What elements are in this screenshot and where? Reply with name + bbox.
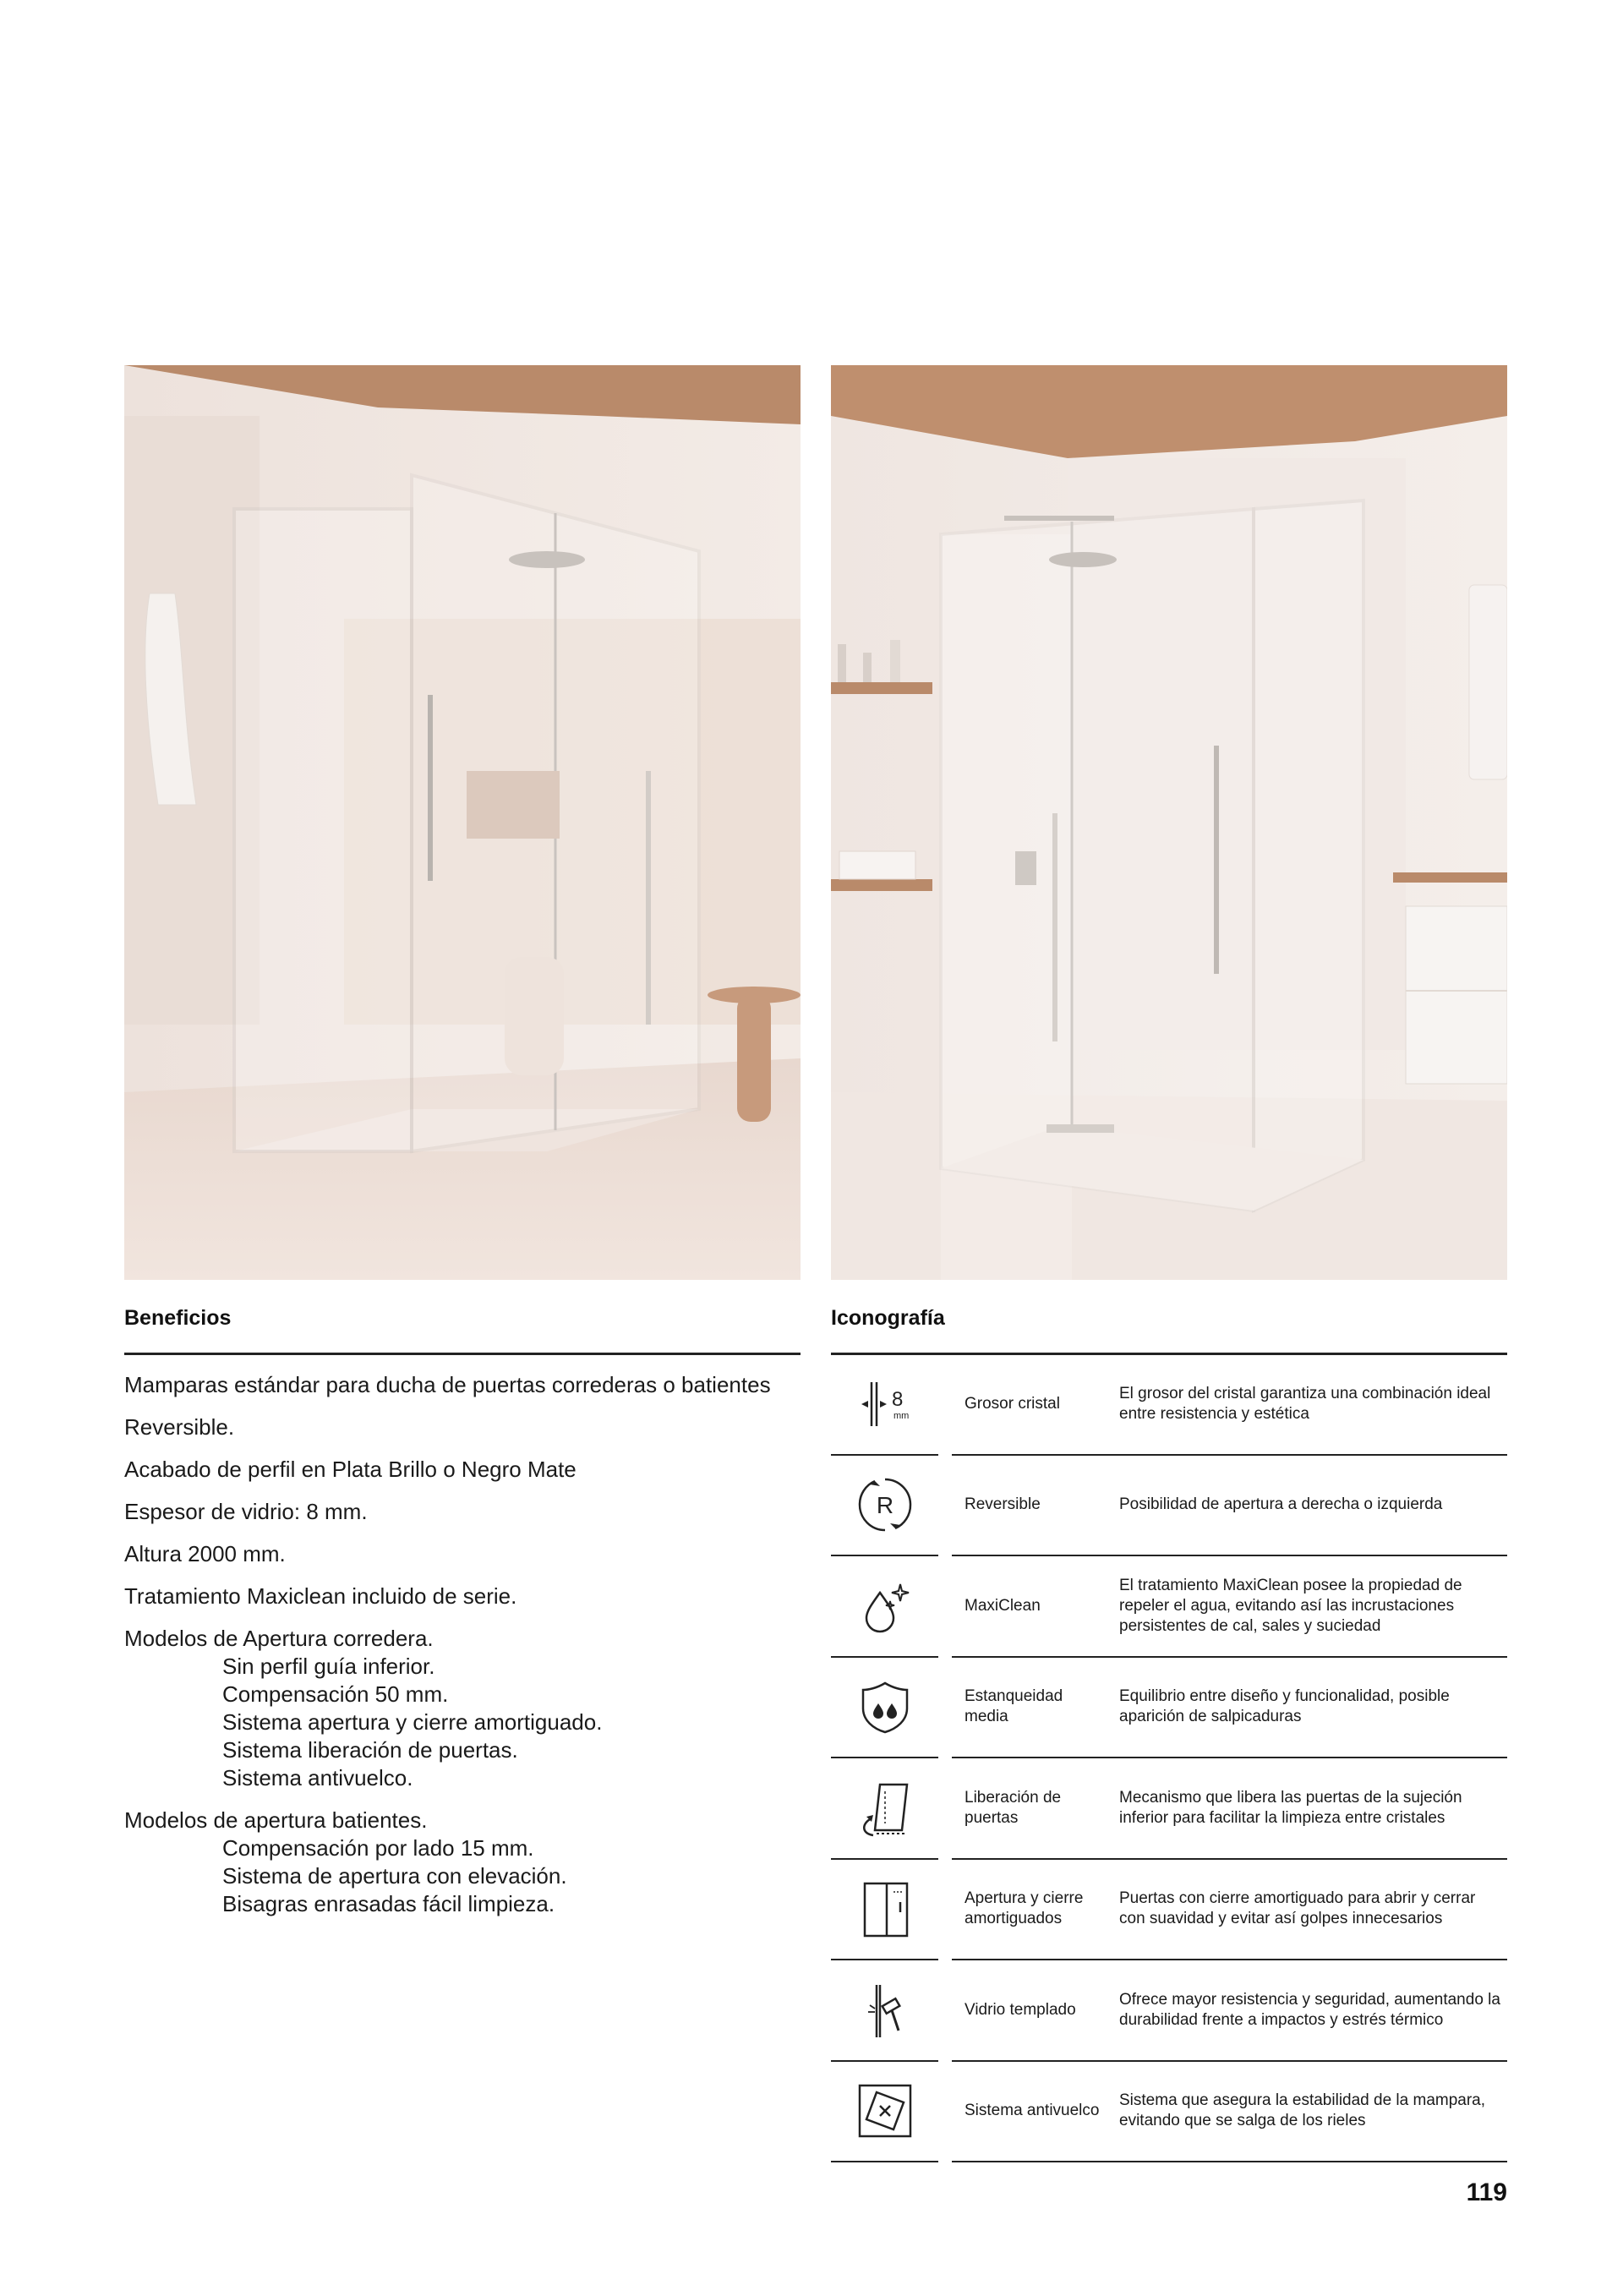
shower-photo-right <box>831 365 1507 1280</box>
row-divider <box>952 2161 1507 2162</box>
icon-name: Vidrio templado <box>965 2000 1076 2019</box>
icon-row-door-release <box>831 1758 1507 1860</box>
shower-sliding-illustration <box>124 365 801 1280</box>
page-number: 119 <box>1466 2178 1507 2206</box>
sliding-feature: Sistema apertura y cierre amortiguado. <box>222 1709 603 1735</box>
sliding-feature: Sistema liberación de puertas. <box>222 1737 518 1763</box>
hinged-feature: Bisagras enrasadas fácil limpieza. <box>222 1891 555 1916</box>
icon-name: Sistema antivuelco <box>965 2102 1100 2119</box>
icon-description: Equilibrio entre diseño y funcionalidad, posible aparición de salpicaduras <box>1119 1687 1450 1725</box>
tempered-glass-hammer-icon <box>851 1976 919 2044</box>
benefit-item: Reversible. <box>124 1414 235 1440</box>
hinged-feature: Sistema de apertura con elevación. <box>222 1863 567 1889</box>
soft-close-door-icon <box>851 1875 919 1943</box>
iconography-title: Iconografía <box>831 1306 945 1330</box>
reversible-letter: R <box>876 1492 893 1518</box>
glass-thickness-value: 8 <box>891 1387 903 1411</box>
hinged-feature: Compensación por lado 15 mm. <box>222 1835 534 1861</box>
glass-thickness-unit: mm <box>893 1410 909 1421</box>
row-divider <box>831 2161 938 2162</box>
sliding-feature: Sin perfil guía inferior. <box>222 1654 435 1679</box>
icon-description: Ofrece mayor resistencia y seguridad, aumentando la durabilidad frente a impactos y estrés térmico <box>1119 1990 1500 2029</box>
benefit-item: Mamparas estándar para ducha de puertas correderas o batientes <box>124 1372 771 1397</box>
icon-name: Reversible <box>965 1495 1041 1513</box>
benefit-item: Altura 2000 mm. <box>124 1541 286 1566</box>
icon-name: Apertura y cierre amortiguados <box>965 1889 1084 1927</box>
hinged-models-heading: Modelos de apertura batientes. <box>124 1807 428 1833</box>
icon-description: Mecanismo que libera las puertas de la sujeción inferior para facilitar la limpieza entre cristales <box>1119 1788 1462 1827</box>
maxiclean-drop-icon <box>851 1572 919 1640</box>
icon-row-anti-tip <box>831 2062 1507 2163</box>
benefit-item: Acabado de perfil en Plata Brillo o Negro Mate <box>124 1457 577 1482</box>
benefit-item: Espesor de vidrio: 8 mm. <box>124 1499 368 1524</box>
reversible-icon <box>851 1471 919 1539</box>
water-tightness-shield-icon <box>851 1673 919 1741</box>
shower-hinged-illustration <box>831 365 1507 1280</box>
shower-photo-left <box>124 365 801 1280</box>
icon-name: Estanqueidad media <box>965 1687 1063 1725</box>
sliding-models-heading: Modelos de Apertura corredera. <box>124 1626 434 1651</box>
hinged-models-group <box>124 1807 801 1918</box>
icon-row-water-tightness <box>831 1658 1507 1759</box>
icon-name: MaxiClean <box>965 1596 1041 1615</box>
icon-row-reversible <box>831 1456 1507 1557</box>
icon-description: El grosor del cristal garantiza una combinación ideal entre resistencia y estética <box>1119 1384 1491 1423</box>
benefits-list <box>124 1371 801 1932</box>
sliding-feature: Compensación 50 mm. <box>222 1681 449 1707</box>
icon-description: Sistema que asegura la estabilidad de la mampara, evitando que se salga de los rieles <box>1119 2091 1486 2129</box>
glass-thickness-icon <box>851 1370 919 1438</box>
benefit-item: Tratamiento Maxiclean incluido de serie. <box>124 1583 517 1609</box>
icon-description: Puertas con cierre amortiguado para abrir y cerrar con suavidad y evitar así golpes innecesarios <box>1119 1889 1476 1927</box>
icon-row-maxiclean <box>831 1556 1507 1658</box>
icon-description: El tratamiento MaxiClean posee la propiedad de repeler el agua, evitando así las incrustaciones persistentes de cal, sales y suciedad <box>1119 1576 1462 1635</box>
icon-row-tempered-glass <box>831 1960 1507 2062</box>
icon-name: Liberación de puertas <box>965 1788 1062 1827</box>
icon-name: Grosor cristal <box>965 1394 1060 1413</box>
icon-row-soft-close <box>831 1860 1507 1961</box>
door-release-icon <box>851 1774 919 1842</box>
icon-description: Posibilidad de apertura a derecha o izquierda <box>1119 1495 1443 1513</box>
anti-tip-system-icon <box>851 2077 919 2145</box>
icon-row-glass-thickness <box>831 1354 1507 1456</box>
benefits-title: Beneficios <box>124 1306 232 1330</box>
sliding-models-group <box>124 1625 801 1792</box>
iconography-table <box>831 1354 1507 2162</box>
benefits-divider <box>124 1353 801 1355</box>
sliding-feature: Sistema antivuelco. <box>222 1765 413 1790</box>
